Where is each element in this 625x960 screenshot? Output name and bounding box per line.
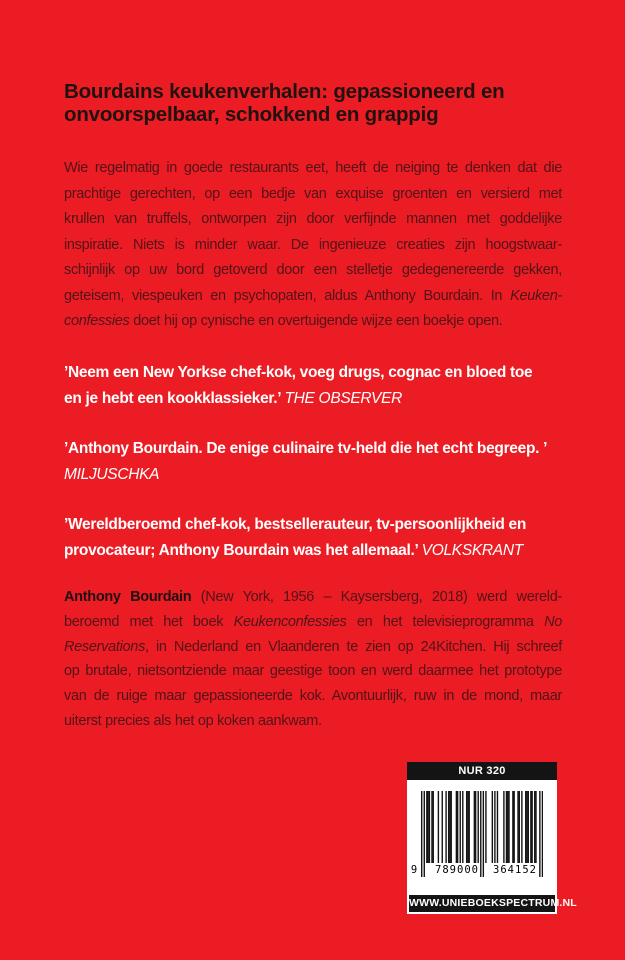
isbn-digit-group: 364152 bbox=[493, 864, 537, 876]
isbn-digit-group: 789000 bbox=[435, 864, 479, 876]
press-quote-miljuschka: ’Anthony Bourdain. De enige culinaire tv-held die het echt begreep. ’ MILJUSCHKA bbox=[64, 440, 548, 483]
headline: Bourdains keukenverhalen: gepassioneerd en onvoorspelbaar, schokkend en grappig bbox=[64, 80, 505, 126]
publisher-website: WWW.UNIEBOEKSPECTRUM.NL bbox=[409, 895, 555, 912]
nur-label: NUR 320 bbox=[407, 762, 557, 780]
barcode-block bbox=[407, 762, 577, 914]
author-bio: Anthony Bourdain (New York, 1956 – Kaysersberg, 2018) werd wereld- beroemd met het boek Keukenconfessies en het televisieprogramma No Reservations, in Nederland en Vlaanderen te zien op 24Kitchen. Hij schreef op brutale, nietsontziende maar geestige toon en werd daarmee het prototype van de ruige maar gepassioneerde kok. Avontuurlijk, ruw in de mond, maar uiterst precies als het op koken aankwam. bbox=[64, 589, 562, 729]
description-paragraph: Wie regelmatig in goede restaurants eet, heeft de neiging te denken dat die prachtige gerechten, op een bedje van exquise groenten en versierd met krullen van truffels, ontworpen zijn door verfijnde mannen met goddelijke inspiratie. Niets is minder waar. De ingenieuze creaties zijn hoogstwaar- schijnlijk op uw bord getoverd door een stelletje gedegenereerde gekken, geteisem, viespeuken en psychopaten, aldus Anthony Bourdain. In Keuken- confessies doet hij op cynische en overtuigende wijze een boekje open. bbox=[64, 160, 562, 329]
isbn-digit-group: 9 bbox=[410, 864, 418, 876]
barcode-area bbox=[407, 780, 557, 895]
press-quote-volkskrant: ’Wereldberoemd chef-kok, bestsellerauteur, tv-persoonlijkheid en provocateur; Anthony Bourdain was het allemaal.’ VOLKSKRANT bbox=[64, 516, 527, 559]
press-quote-observer: ’Neem een New Yorkse chef-kok, voeg drugs, cognac en bloed toe en je hebt een kookklassieker.’ THE OBSERVER bbox=[64, 364, 533, 407]
